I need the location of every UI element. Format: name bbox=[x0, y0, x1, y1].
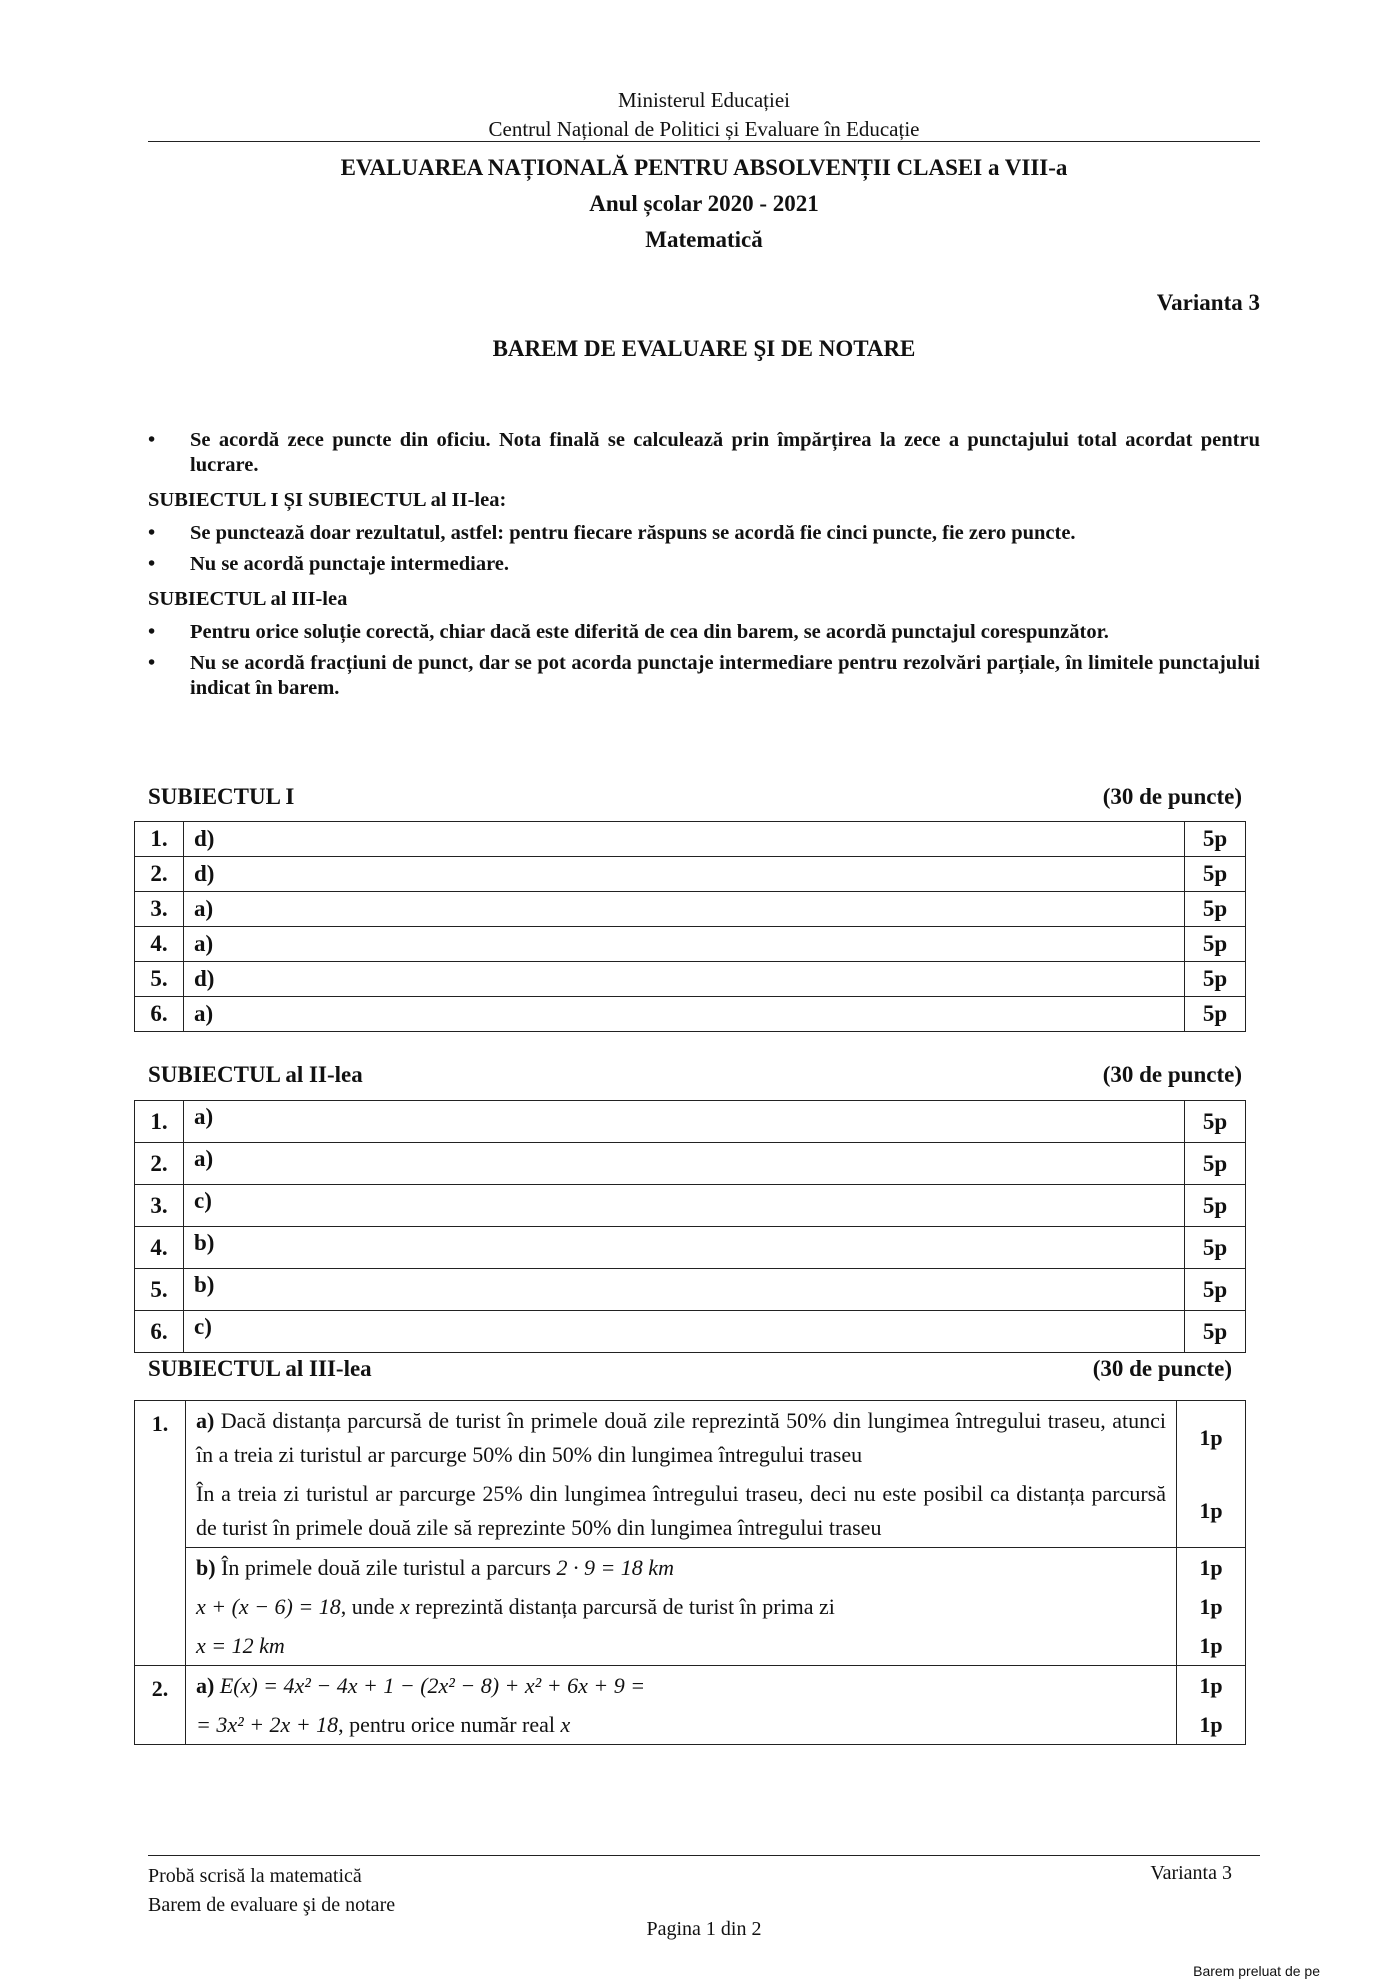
item-points: 5p bbox=[1185, 1101, 1246, 1143]
table-row bbox=[135, 822, 1246, 857]
section-points-2: (30 de puncte) bbox=[1102, 1062, 1242, 1087]
footer-variant: Varianta 3 bbox=[1150, 1862, 1232, 1884]
source-credit: Barem preluat de pe bbox=[1193, 1963, 1320, 1979]
item-answer: b) bbox=[184, 1269, 1185, 1311]
item-answer: a) bbox=[184, 1101, 1185, 1143]
item-answer: d) bbox=[184, 857, 1185, 892]
variant-label: Varianta 3 bbox=[1156, 290, 1260, 315]
table-row bbox=[135, 892, 1246, 927]
item-number: 2. bbox=[135, 857, 184, 892]
section-title-1: SUBIECTUL I bbox=[148, 784, 295, 809]
step-text: reprezintă distanța parcursă de turist în prima zi bbox=[415, 1594, 835, 1619]
barem-title: BAREM DE EVALUARE ŞI DE NOTARE bbox=[492, 336, 916, 361]
item-answer: a) bbox=[184, 1143, 1185, 1185]
part-label: a) bbox=[196, 1673, 215, 1698]
item-number: 5. bbox=[135, 1269, 184, 1311]
step-var: x bbox=[560, 1712, 571, 1737]
item-number: 4. bbox=[135, 1227, 184, 1269]
header-rule bbox=[148, 141, 1260, 142]
rule-text: Nu se acordă punctaje intermediare. bbox=[190, 553, 510, 575]
step-math: x = 12 km bbox=[196, 1633, 285, 1658]
item-number: 5. bbox=[135, 962, 184, 997]
table-row bbox=[135, 927, 1246, 962]
exam-subject: Matematică bbox=[645, 227, 763, 252]
table-row bbox=[135, 997, 1246, 1032]
step-points: 1p bbox=[1199, 1554, 1223, 1580]
ministry-name: Ministerul Educației bbox=[617, 88, 791, 112]
page-number: Pagina 1 din 2 bbox=[646, 1918, 762, 1940]
rules-heading: SUBIECTUL I ȘI SUBIECTUL al II-lea: bbox=[148, 489, 507, 511]
item-number: 4. bbox=[135, 927, 184, 962]
table-row bbox=[135, 962, 1246, 997]
item-number: 3. bbox=[135, 892, 184, 927]
step-text: , unde bbox=[340, 1594, 395, 1619]
item-points: 5p bbox=[1185, 1269, 1246, 1311]
item-points: 5p bbox=[1185, 892, 1246, 927]
item-points: 5p bbox=[1185, 997, 1246, 1032]
rule-item bbox=[148, 428, 1260, 478]
school-year: Anul școlar 2020 - 2021 bbox=[589, 191, 819, 216]
problem-number: 1. bbox=[135, 1401, 186, 1666]
step-math: 2 · 9 = 18 km bbox=[556, 1555, 674, 1580]
center-name: Centrul Național de Politici și Evaluare în Educație bbox=[488, 117, 920, 141]
answers-table-2 bbox=[134, 1100, 1246, 1353]
solution-step bbox=[186, 1705, 1245, 1744]
step-math: x + (x − 6) = 18 bbox=[196, 1594, 341, 1619]
step-text: În primele două zile turistul a parcurs bbox=[221, 1555, 551, 1580]
step-points: 1p bbox=[1199, 1593, 1223, 1619]
ministry-header bbox=[148, 86, 1260, 144]
footer-barem: Barem de evaluare şi de notare bbox=[148, 1894, 396, 1916]
section-title-3: SUBIECTUL al III-lea bbox=[148, 1356, 372, 1381]
step-points: 1p bbox=[1199, 1497, 1223, 1523]
table-row bbox=[135, 1401, 1246, 1666]
rule-text: Nu se acordă fracțiuni de punct, dar se pot acorda punctaje intermediare pentru rezolvări parțiale, în limitele punctajului indicat în barem. bbox=[190, 652, 1260, 699]
table-row bbox=[135, 1311, 1246, 1353]
rules-heading: SUBIECTUL al III-lea bbox=[148, 588, 348, 610]
step-points: 1p bbox=[1199, 1711, 1223, 1737]
item-answer: a) bbox=[184, 927, 1185, 962]
item-points: 5p bbox=[1185, 1227, 1246, 1269]
table-row bbox=[135, 857, 1246, 892]
rule-item bbox=[148, 521, 1260, 546]
item-answer: c) bbox=[184, 1311, 1185, 1353]
bullet-icon: • bbox=[148, 652, 156, 674]
item-points: 5p bbox=[1185, 1143, 1246, 1185]
step-points: 1p bbox=[1199, 1632, 1223, 1658]
item-number: 2. bbox=[135, 1143, 184, 1185]
footer-left bbox=[148, 1862, 395, 1920]
bullet-icon: • bbox=[148, 429, 156, 451]
bullet-icon: • bbox=[148, 621, 156, 643]
rule-item bbox=[148, 651, 1260, 701]
footer-exam: Probă scrisă la matematică bbox=[148, 1865, 362, 1887]
step-text: În a treia zi turistul ar parcurge 25% din lungimea întregului traseu, deci nu este posibil ca distanța parcursă de turist în primele două zile să reprezinte 50% din lungimea întregului traseu bbox=[186, 1474, 1177, 1547]
item-answer: b) bbox=[184, 1227, 1185, 1269]
solutions-table bbox=[134, 1400, 1246, 1745]
table-row bbox=[135, 1227, 1246, 1269]
section-points-1: (30 de puncte) bbox=[1102, 784, 1242, 809]
step-points: 1p bbox=[1199, 1672, 1223, 1698]
table-row bbox=[135, 1185, 1246, 1227]
item-answer: a) bbox=[184, 997, 1185, 1032]
rule-text: Se acordă zece puncte din oficiu. Nota finală se calculează prin împărțirea la zece a punctajului total acordat pentru lucrare. bbox=[190, 429, 1260, 476]
solution-step bbox=[186, 1547, 1245, 1587]
table-row bbox=[135, 1143, 1246, 1185]
solution-step bbox=[186, 1401, 1245, 1474]
item-answer: d) bbox=[184, 962, 1185, 997]
problem-number: 2. bbox=[135, 1666, 186, 1745]
rule-text: Pentru orice soluție corectă, chiar dacă este diferită de cea din barem, se acordă punctajul corespunzător. bbox=[190, 621, 1109, 643]
part-label: a) bbox=[196, 1408, 215, 1433]
step-math: = 3x² + 2x + 18 bbox=[196, 1712, 339, 1737]
bullet-icon: • bbox=[148, 522, 156, 544]
problem-solution bbox=[186, 1666, 1246, 1745]
exam-name: EVALUAREA NAȚIONALĂ PENTRU ABSOLVENȚII CLASEI a VIII-a bbox=[340, 155, 1068, 180]
item-points: 5p bbox=[1185, 927, 1246, 962]
table-row bbox=[135, 1269, 1246, 1311]
item-number: 3. bbox=[135, 1185, 184, 1227]
item-answer: c) bbox=[184, 1185, 1185, 1227]
step-points: 1p bbox=[1199, 1424, 1223, 1450]
step-text: , pentru orice număr real bbox=[338, 1712, 556, 1737]
solution-step bbox=[186, 1626, 1245, 1665]
item-points: 5p bbox=[1185, 962, 1246, 997]
step-text: Dacă distanța parcursă de turist în primele două zile reprezintă 50% din lungimea întregului traseu, atunci în a treia zi turistul ar parcurge 50% din 50% din lungimea întregului traseu bbox=[196, 1408, 1166, 1467]
rule-item bbox=[148, 620, 1260, 645]
rule-item bbox=[148, 552, 1260, 577]
item-number: 6. bbox=[135, 997, 184, 1032]
item-number: 1. bbox=[135, 822, 184, 857]
problem-solution bbox=[186, 1401, 1246, 1666]
table-row bbox=[135, 1666, 1246, 1745]
item-points: 5p bbox=[1185, 822, 1246, 857]
solution-step bbox=[186, 1666, 1245, 1705]
item-points: 5p bbox=[1185, 1185, 1246, 1227]
bullet-icon: • bbox=[148, 553, 156, 575]
step-var: x bbox=[399, 1594, 410, 1619]
section-points-3: (30 de puncte) bbox=[1092, 1356, 1232, 1381]
item-number: 1. bbox=[135, 1101, 184, 1143]
rule-text: Se punctează doar rezultatul, astfel: pentru fiecare răspuns se acordă fie cinci puncte, fie zero puncte. bbox=[190, 522, 1076, 544]
table-row bbox=[135, 1101, 1246, 1143]
item-answer: a) bbox=[184, 892, 1185, 927]
answers-table-1 bbox=[134, 821, 1246, 1032]
item-points: 5p bbox=[1185, 1311, 1246, 1353]
part-label: b) bbox=[196, 1555, 216, 1580]
solution-step bbox=[186, 1474, 1245, 1547]
item-answer: d) bbox=[184, 822, 1185, 857]
footer-rule bbox=[148, 1855, 1260, 1856]
step-math: E(x) = 4x² − 4x + 1 − (2x² − 8) + x² + 6x + 9 = bbox=[219, 1673, 646, 1698]
section-title-2: SUBIECTUL al II-lea bbox=[148, 1062, 363, 1087]
item-number: 6. bbox=[135, 1311, 184, 1353]
grading-rules bbox=[148, 428, 1260, 707]
solution-step bbox=[186, 1587, 1245, 1626]
item-points: 5p bbox=[1185, 857, 1246, 892]
exam-title-block bbox=[148, 150, 1260, 258]
